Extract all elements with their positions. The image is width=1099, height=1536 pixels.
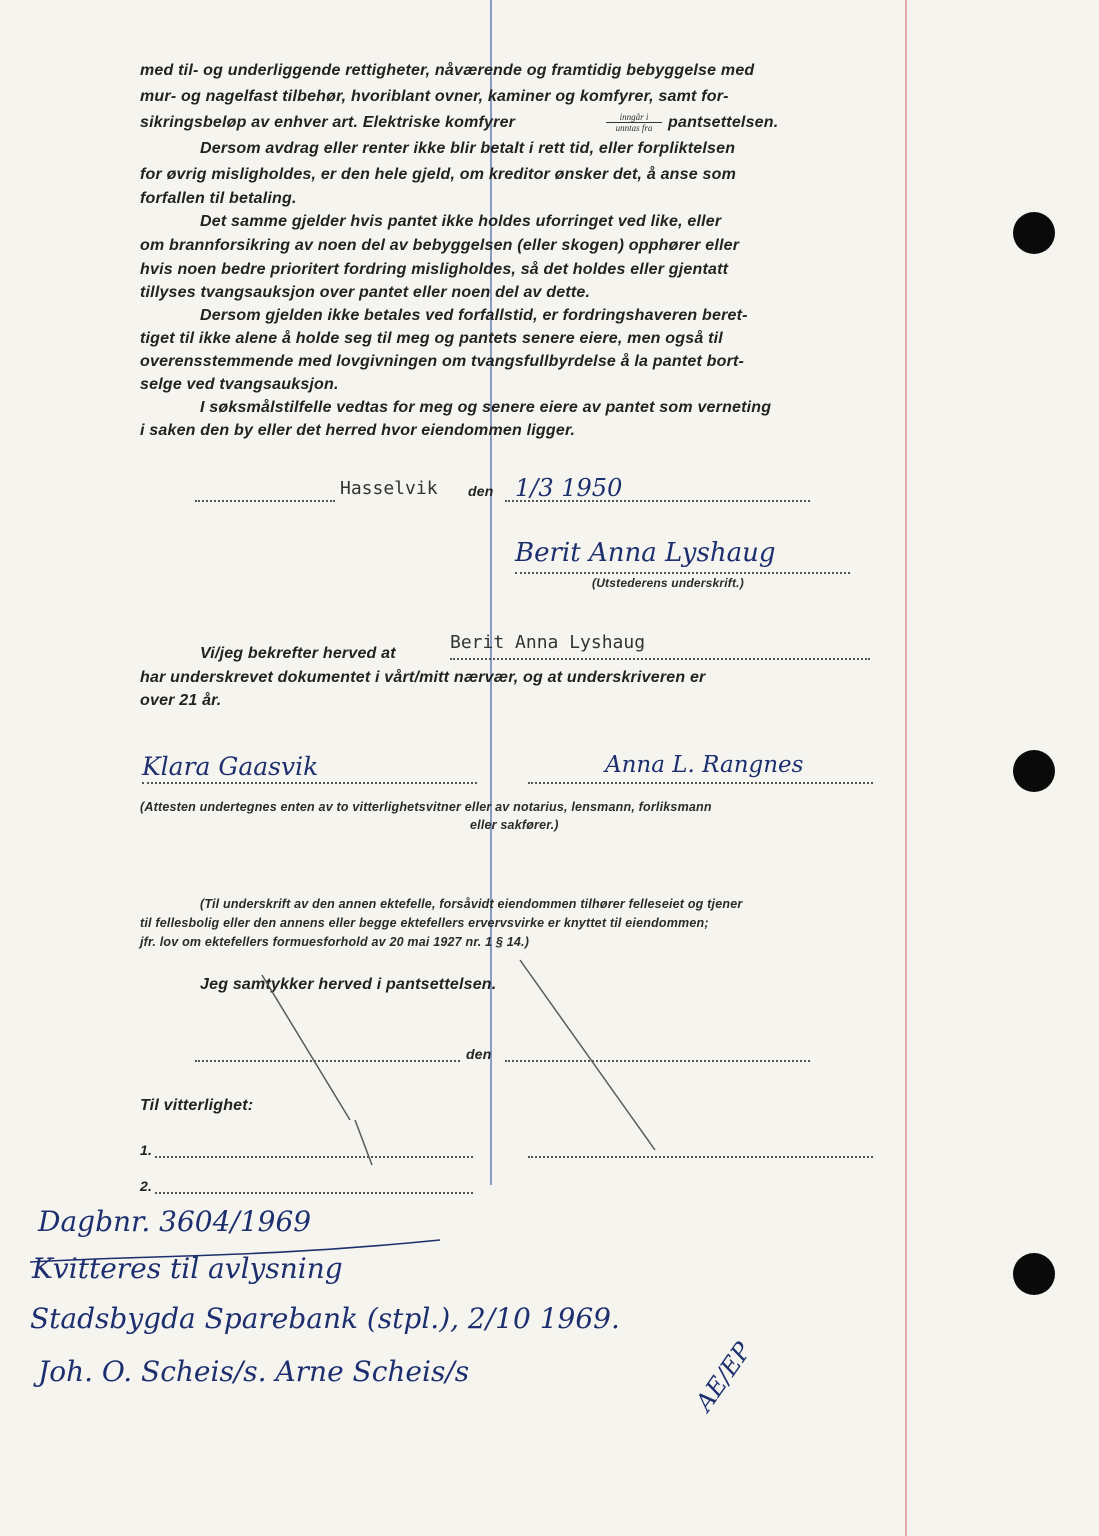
confirm-line: har underskrevet dokumentet i vårt/mitt nærvær, og at underskriveren er <box>140 669 706 686</box>
attest-note: eller sakfører.) <box>470 818 559 832</box>
confirm-prefix: Vi/jeg bekrefter herved at <box>200 645 396 662</box>
date-handwritten: 1/3 1950 <box>515 474 623 502</box>
witness-1-signature: Klara Gaasvik <box>142 752 319 781</box>
body-line: pantsettelsen. <box>668 114 779 131</box>
annotation-bank: Stadsbygda Sparebank (stpl.), 2/10 1969. <box>30 1302 620 1335</box>
body-line: for øvrig misligholdes, er den hele gjeld, om kreditor ønsker det, å anse som <box>140 166 736 183</box>
witness-2-signature: Anna L. Rangnes <box>605 752 804 778</box>
annotation-dagbok: Dagbnr. 3604/1969 <box>38 1205 312 1238</box>
body-line: Dersom gjelden ikke betales ved forfallstid, er fordringshaveren beret- <box>200 307 748 324</box>
body-line: I søksmålstilfelle vedtas for meg og senere eiere av pantet som verneting <box>200 399 772 416</box>
spouse-note: (Til underskrift av den annen ektefelle, forsåvidt eiendommen tilhører felleseiet og tjener <box>200 897 743 911</box>
confirm-name-typed: Berit Anna Lyshaug <box>450 632 646 653</box>
body-line: med til- og underliggende rettigheter, nåværende og framtidig bebyggelse med <box>140 62 755 79</box>
body-line: tiget til ikke alene å holde seg til meg og pantets senere eiere, men også til <box>140 330 723 347</box>
body-line: mur- og nagelfast tilbehør, hvoriblant ovner, kaminer og komfyrer, samt for- <box>140 88 729 105</box>
body-line: om brannforsikring av noen del av bebyggelsen (eller skogen) opphører eller <box>140 237 740 254</box>
annotation-initials: AE/EP <box>690 1337 757 1417</box>
body-line: forfallen til betaling. <box>140 190 297 207</box>
spouse-note: jfr. lov om ektefellers formuesforhold av 20 mai 1927 nr. 1 § 14.) <box>140 935 530 949</box>
spouse-note: til fellesbolig eller den annens eller begge ektefellers ervervsvirke er knyttet til eiendommen; <box>140 916 709 930</box>
body-line: sikringsbeløp av enhver art. Elektriske komfyrer <box>140 114 516 131</box>
annotation-kvittering: Kvitteres til avlysning <box>32 1252 343 1285</box>
witness-heading: Til vitterlighet: <box>140 1097 254 1114</box>
body-line: Dersom avdrag eller renter ikke blir betalt i rett tid, eller forpliktelsen <box>200 140 736 157</box>
annotation-signatures: Joh. O. Scheis/s. Arne Scheis/s <box>38 1355 470 1388</box>
body-line: tillyses tvangsauksjon over pantet eller noen del av dette. <box>140 284 591 301</box>
den-label: den <box>466 1046 492 1062</box>
body-line: i saken den by eller det herred hvor eiendommen ligger. <box>140 422 576 439</box>
place-typed: Hasselvik <box>340 478 438 499</box>
attest-note: (Attesten undertegnes enten av to vitterlighetsvitner eller av notarius, lensmann, forliksmann <box>140 800 712 814</box>
witness-num: 1. <box>140 1142 153 1158</box>
body-line: Det samme gjelder hvis pantet ikke holdes uforringet ved like, eller <box>200 213 722 230</box>
den-label: den <box>468 483 494 499</box>
fraction-top: inngår i <box>606 112 662 123</box>
body-line: selge ved tvangsauksjon. <box>140 376 339 393</box>
consent-line: Jeg samtykker herved i pantsettelsen. <box>200 976 497 993</box>
signature-caption: (Utstederens underskrift.) <box>592 576 744 590</box>
issuer-signature: Berit Anna Lyshaug <box>515 538 776 568</box>
body-line: hvis noen bedre prioritert fordring misligholdes, så det holdes eller gjentatt <box>140 261 729 278</box>
confirm-line: over 21 år. <box>140 692 222 709</box>
body-line: overensstemmende med lovgivningen om tvangsfullbyrdelse å la pantet bort- <box>140 353 745 370</box>
witness-num: 2. <box>140 1178 153 1194</box>
fraction-bottom: unntas fra <box>615 123 653 133</box>
